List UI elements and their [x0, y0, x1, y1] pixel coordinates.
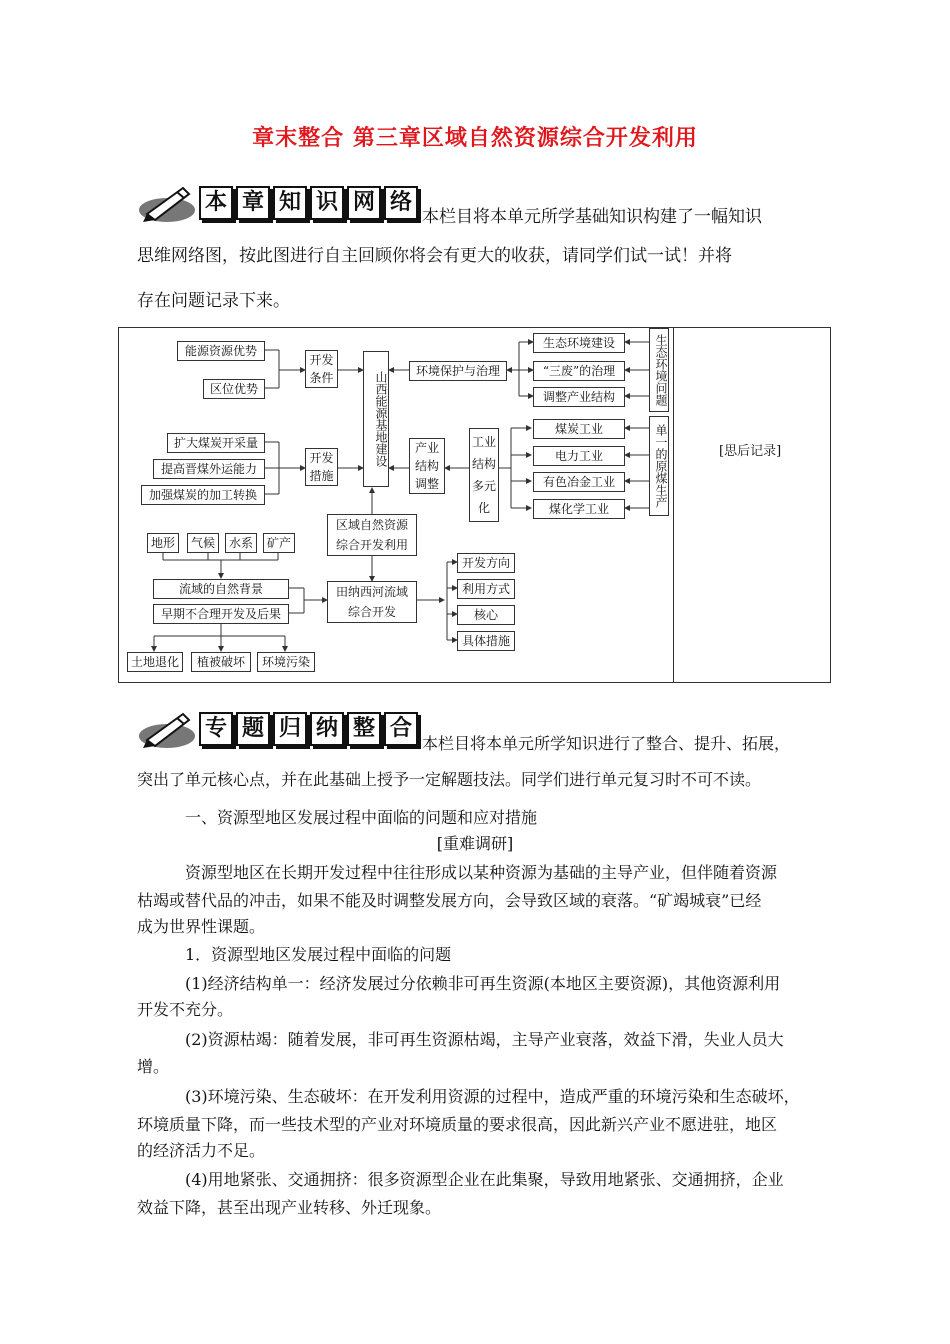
node-metallurgy-industry: 有色冶金工业 [533, 472, 625, 492]
node-climate: 气候 [187, 533, 219, 553]
paragraph-line: 开发不充分。 [137, 1000, 234, 1019]
banner-char: 识 [310, 186, 344, 220]
node-development-measures: 开发措施 [305, 448, 338, 486]
node-regional-resources: 区域自然资源综合开发利用 [327, 514, 417, 556]
banner-char: 整 [347, 712, 381, 746]
node-eco-construction: 生态环境建设 [533, 333, 625, 353]
node-vegetation-damage: 植被破坏 [191, 652, 251, 672]
node-eco-problems: 生态环境问题 [649, 328, 669, 412]
intro-text: 思维网络图，按此图进行自主回顾你将会有更大的收获，请同学们试一试！并将 [137, 246, 732, 266]
node-industry-diversification: 工业结构多元化 [469, 428, 499, 522]
knowledge-network-diagram [118, 327, 831, 683]
node-energy-advantage: 能源资源优势 [177, 341, 265, 361]
banner-char: 专 [199, 712, 233, 746]
node-development-conditions: 开发条件 [305, 350, 338, 388]
node-water: 水系 [225, 533, 257, 553]
paragraph-line: (3)环境污染、生态破坏：在开发利用资源的过程中，造成严重的环境污染和生态破坏， [185, 1087, 800, 1106]
summary-intro: 本栏目将本单元所学知识进行了整合、提升、拓展， [422, 734, 791, 753]
diagram-divider [673, 328, 674, 682]
node-tennessee: 田纳西河流域综合开发 [327, 581, 417, 623]
paragraph-line: 增。 [137, 1057, 170, 1076]
node-basin-background: 流域的自然背景 [153, 579, 289, 599]
banner-char: 合 [384, 712, 418, 746]
node-industrial-restructure: 产业结构调整 [409, 438, 445, 494]
paragraph-heading: 1．资源型地区发展过程中面临的问题 [185, 945, 452, 964]
node-core: 核心 [457, 605, 515, 625]
page-title: 章末整合 第三章区域自然资源综合开发利用 [252, 126, 698, 151]
node-expand-coal: 扩大煤炭开采量 [167, 433, 265, 453]
pencil-icon [137, 706, 197, 752]
node-power-industry: 电力工业 [533, 446, 625, 466]
banner-char: 题 [236, 712, 270, 746]
paragraph-line: 枯竭或替代品的冲击，如果不能及时调整发展方向，会导致区域的衰落。“矿竭城衰”已经 [137, 891, 762, 910]
banner-char: 络 [384, 186, 418, 220]
banner-char: 章 [236, 186, 270, 220]
section-banner-summary [137, 706, 412, 752]
node-terrain: 地形 [147, 533, 179, 553]
intro-text: 存在问题记录下来。 [137, 291, 290, 311]
node-transport-capacity: 提高晋煤外运能力 [153, 459, 265, 479]
node-coal-conversion: 加强煤炭的加工转换 [141, 485, 265, 505]
node-specific-measures: 具体措施 [457, 631, 515, 651]
node-coal-industry: 煤炭工业 [533, 419, 625, 439]
node-method: 利用方式 [457, 579, 515, 599]
paragraph-line: 效益下降，甚至出现产业转移、外迁现象。 [137, 1198, 442, 1217]
paragraph-line: 成为世界性课题。 [137, 917, 266, 936]
banner-char: 知 [273, 186, 307, 220]
node-direction: 开发方向 [457, 553, 515, 573]
paragraph-line: 的经济活力不足。 [137, 1141, 266, 1160]
node-pollution: 环境污染 [257, 652, 315, 672]
banner-char: 网 [347, 186, 381, 220]
node-minerals: 矿产 [263, 533, 295, 553]
node-land-degradation: 土地退化 [127, 652, 183, 672]
banner-char: 纳 [310, 712, 344, 746]
paragraph-line: 资源型地区在长期开发过程中往往形成以某种资源为基础的主导产业，但伴随着资源 [185, 863, 778, 882]
paragraph-line: (2)资源枯竭：随着发展，非可再生资源枯竭，主导产业衰落，效益下滑，失业人员大 [185, 1030, 784, 1049]
intro-text: 本栏目将本单元所学基础知识构建了一幅知识 [422, 207, 762, 227]
paragraph-line: 环境质量下降，而一些技术型的产业对环境质量的要求很高，因此新兴产业不愿进驻，地区 [137, 1115, 778, 1134]
node-coal-chemistry: 煤化学工业 [533, 499, 625, 519]
section-banner-network [137, 180, 412, 226]
banner-char: 本 [199, 186, 233, 220]
paragraph-line: (4)用地紧张、交通拥挤：很多资源型企业在此集聚，导致用地紧张、交通拥挤，企业 [185, 1170, 784, 1189]
node-adjust-industry: 调整产业结构 [533, 387, 625, 407]
node-three-wastes: “三废”的治理 [533, 361, 625, 381]
paragraph-line: (1)经济结构单一：经济发展过分依赖非可再生资源(本地区主要资源)，其他资源利用 [185, 974, 781, 993]
node-shanxi-energy-base: 山西能源基地建设 [363, 351, 389, 487]
section-heading: 一、资源型地区发展过程中面临的问题和应对措施 [185, 808, 538, 827]
summary-intro: 突出了单元核心点，并在此基础上授予一定解题技法。同学们进行单元复习时不可不读。 [137, 770, 762, 789]
node-location-advantage: 区位优势 [203, 379, 265, 399]
node-single-coal: 单一的原煤生产 [649, 416, 669, 516]
subheading: [重难调研] [436, 834, 514, 853]
banner-char: 归 [273, 712, 307, 746]
node-early-development: 早期不合理开发及后果 [153, 604, 289, 624]
notes-label: [思后记录] [719, 444, 782, 459]
pencil-icon [137, 180, 197, 226]
node-environment-protection: 环境保护与治理 [409, 361, 507, 381]
